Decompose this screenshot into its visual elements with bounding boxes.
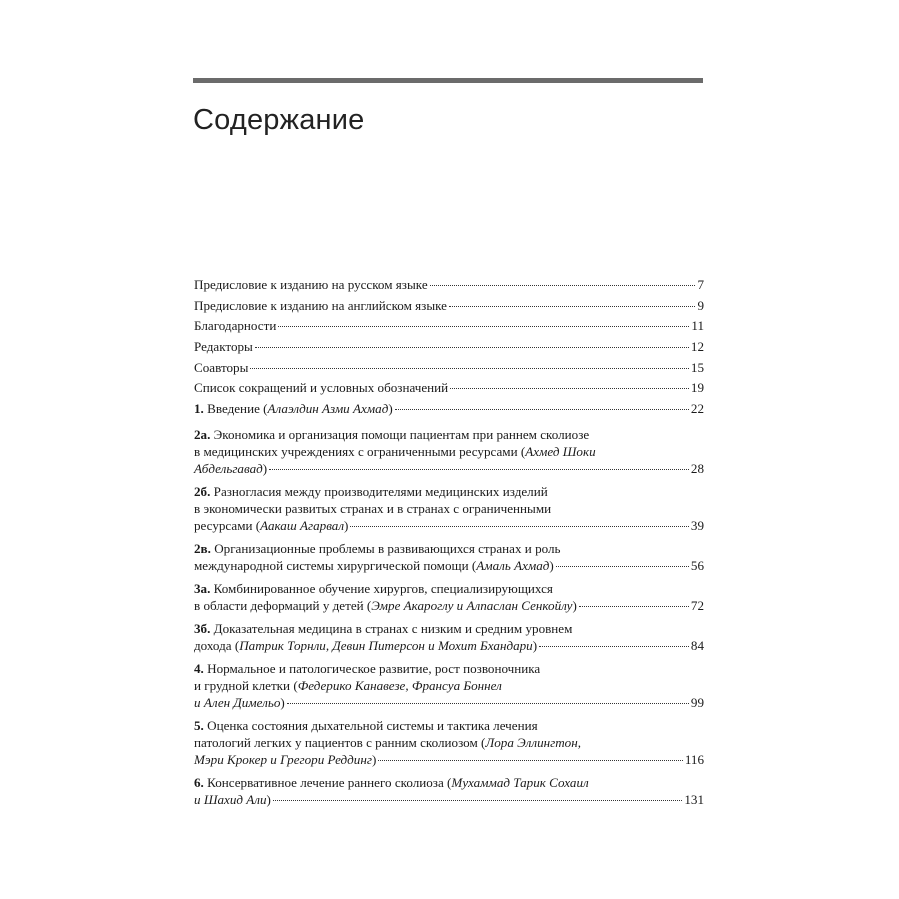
chapter-number: 2б. [194, 484, 211, 500]
top-rule [193, 78, 703, 83]
entry-title-line: международной системы хирургической помощи ( [194, 558, 477, 574]
entry-title-line: Экономика и организация помощи пациентам при раннем сколиозе [213, 427, 590, 443]
dot-leader [278, 325, 689, 327]
dot-leader [449, 305, 695, 307]
toc-entry[interactable] [194, 338, 704, 355]
entry-title-line: в медицинских учреждениях с ограниченными ресурсами ( [194, 444, 526, 460]
chapter-number: 2а. [194, 427, 211, 443]
dot-leader [430, 284, 696, 286]
entry-title: Предисловие к изданию на русском языке [194, 277, 428, 292]
entry-title: Соавторы [194, 359, 249, 375]
toc-entry[interactable] [194, 276, 704, 293]
entry-author: и Ален Димельо [194, 695, 281, 711]
page-number: 84 [690, 638, 704, 654]
entry-title: Предисловие к изданию на английском языке [194, 297, 447, 313]
toc-entry-chapter-1[interactable] [194, 400, 704, 417]
entry-author: Мухаммад Тарик Сохаил [451, 775, 589, 791]
toc-entry-chapter-3a[interactable] [194, 580, 704, 614]
dot-leader [395, 408, 689, 410]
dot-leader [378, 759, 683, 761]
page-number: 7 [697, 277, 704, 292]
entry-author: Мэри Крокер и Грегори Реддинг [194, 752, 372, 768]
close-paren: ) [262, 461, 268, 477]
entry-title-line: ресурсами ( [194, 518, 261, 534]
page-number: 28 [690, 461, 704, 477]
page-number: 56 [690, 558, 704, 574]
toc-entry[interactable] [194, 359, 704, 376]
entry-author: Амаль Ахмад [476, 558, 550, 574]
chapter-number: 5. [194, 718, 204, 734]
dot-leader [269, 468, 689, 470]
chapter-number: 2в. [194, 541, 211, 557]
page-number: 22 [690, 401, 704, 417]
toc-entry[interactable] [194, 317, 704, 334]
chapter-number: 3б. [194, 621, 211, 637]
close-paren: ) [266, 792, 271, 808]
dot-leader [556, 565, 689, 567]
chapter-number: 4. [194, 661, 204, 677]
dot-leader [255, 346, 689, 348]
page-number: 72 [690, 598, 704, 614]
entry-title-line: дохода ( [194, 638, 240, 654]
toc-entry-chapter-6[interactable] [194, 774, 704, 808]
page-number: 99 [690, 695, 704, 711]
page-number: 11 [691, 318, 704, 334]
dot-leader [350, 525, 688, 527]
close-paren: ) [388, 401, 393, 417]
toc-entry-chapter-3b[interactable] [194, 620, 704, 654]
entry-author: Федерико Канавезе, Франсуа Боннел [297, 678, 502, 694]
entry-author: Аакаш Агарвал [260, 518, 345, 534]
entry-title-line: Разногласия между производителями медицинских изделий [213, 484, 548, 500]
dot-leader [450, 387, 689, 389]
dot-leader [273, 799, 682, 801]
entry-title-line: в области деформаций у детей ( [194, 598, 372, 614]
toc-entry[interactable] [194, 297, 704, 314]
chapter-number: 1. [194, 401, 204, 417]
page-number: 19 [690, 380, 704, 396]
entry-author: Абдельгавад [194, 461, 263, 477]
page-number: 131 [684, 792, 704, 808]
table-of-contents [194, 276, 704, 814]
entry-author: Патрик Торнли, Девин Питерсон и Мохит Бхандари [239, 638, 533, 654]
entry-title-line: Нормальное и патологическое развитие, рост позвоночника [207, 661, 541, 677]
page-number: 15 [690, 359, 704, 375]
close-paren: ) [344, 518, 349, 534]
entry-author: Алаэлдин Азми Ахмад [267, 401, 389, 417]
dot-leader [250, 367, 689, 369]
entry-author: Эмре Акароглу и Алпаслан Сенкойлу [371, 598, 573, 614]
page-number: 9 [697, 297, 704, 313]
toc-entry-chapter-4[interactable] [194, 660, 704, 711]
entry-author: Лора Эллингтон, [485, 735, 581, 751]
entry-title-line: Организационные проблемы в развивающихся странах и роль [214, 541, 561, 557]
entry-title-line: Комбинированное обучение хирургов, специализирующихся [213, 581, 553, 597]
page-number: 39 [690, 518, 704, 534]
entry-title-line: Доказательная медицина в странах с низким и средним уровнем [213, 621, 573, 637]
close-paren: ) [572, 598, 577, 614]
dot-leader [287, 702, 689, 704]
close-paren: ) [549, 558, 554, 574]
chapter-number: 3а. [194, 581, 211, 597]
page-number: 12 [690, 339, 704, 355]
close-paren: ) [532, 638, 538, 654]
page-title: Содержание [193, 104, 365, 136]
entry-author: и Шахид Али [194, 792, 267, 808]
entry-title: Редакторы [194, 339, 253, 355]
entry-title-line: Оценка состояния дыхательной системы и тактика лечения [207, 718, 538, 734]
dot-leader [579, 605, 689, 607]
entry-title-line: Консервативное лечение раннего сколиоза ( [207, 775, 452, 791]
close-paren: ) [280, 695, 285, 711]
entry-title-line: в экономически развитых странах и в странах с ограниченными [194, 501, 552, 517]
toc-entry-chapter-2a[interactable] [194, 426, 704, 477]
page-number: 116 [684, 752, 704, 768]
chapter-number: 6. [194, 775, 204, 791]
entry-author: Ахмед Шоки [525, 444, 596, 460]
entry-title: Список сокращений и условных обозначений [194, 380, 449, 396]
entry-title-line: патологий легких у пациентов с ранним сколиозом ( [194, 735, 486, 751]
entry-title: Благодарности [194, 318, 277, 334]
dot-leader [539, 645, 689, 647]
toc-entry-chapter-2b[interactable] [194, 483, 704, 534]
toc-entry[interactable] [194, 379, 704, 396]
toc-entry-chapter-2v[interactable] [194, 540, 704, 574]
entry-title: Введение ( [207, 401, 268, 417]
close-paren: ) [371, 752, 377, 768]
toc-entry-chapter-5[interactable] [194, 717, 704, 768]
entry-title-line: и грудной клетки ( [194, 678, 298, 694]
